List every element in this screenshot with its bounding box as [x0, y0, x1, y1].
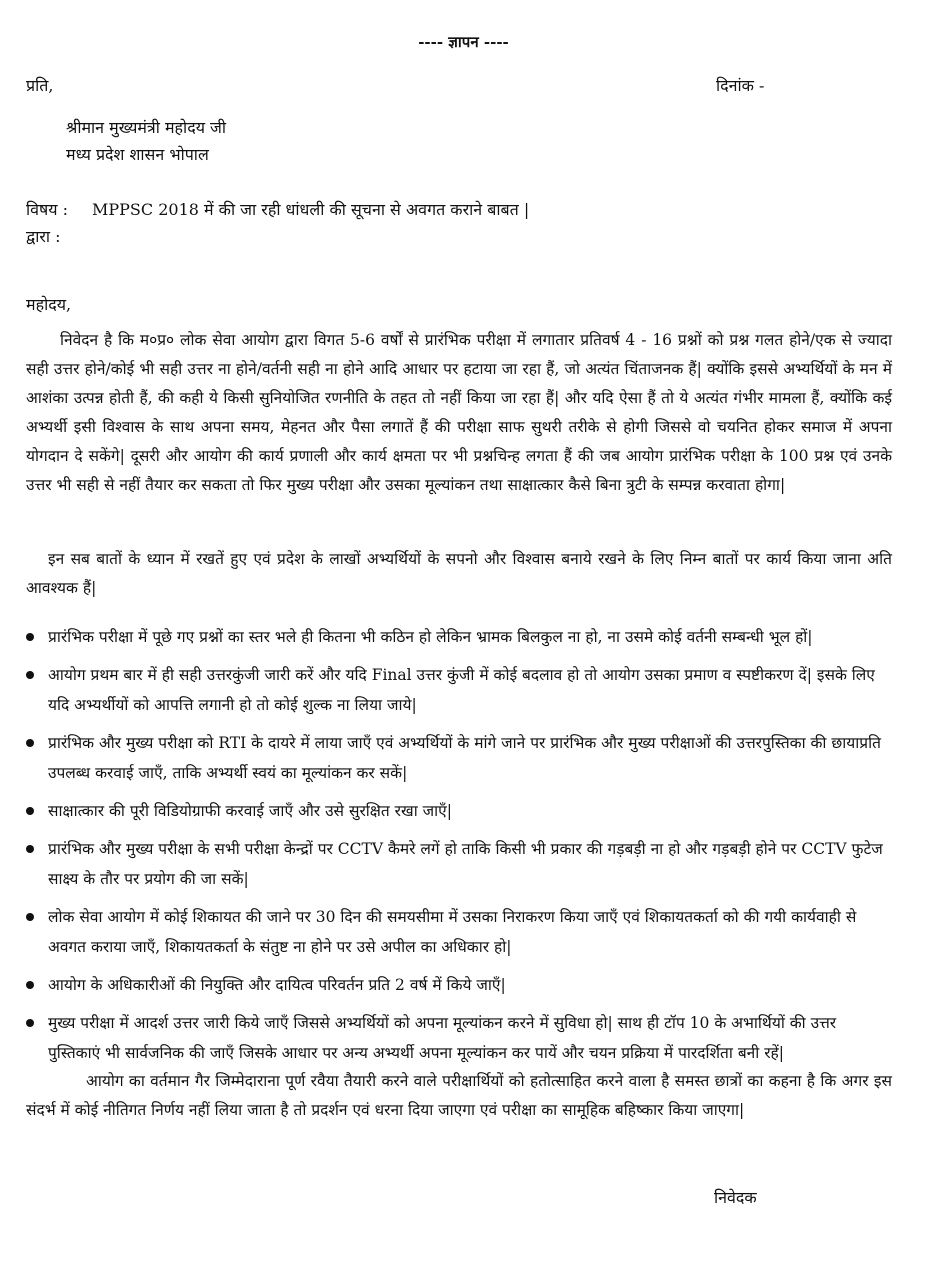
via-label: द्वारा :	[26, 227, 61, 246]
to-label: प्रति,	[26, 76, 54, 95]
date-label: दिनांक -	[716, 76, 765, 95]
body-paragraph-1: निवेदन है कि म०प्र० लोक सेवा आयोग द्वारा विगत 5-6 वर्षों से प्रारंभिक परीक्षा में लगातार प्रतिवर्ष 4 - 16 प्रश्नों को प्रश्न गलत होने/एक से ज्यादा सही उत्तर होने/कोई भी सही उत्तर ना होने/वर्तनी सही ना होने आदि आधार पर हटाया जा रहा हैं, जो अत्यंत चिंताजनक हैं| क्योंकि इससे अभ्यर्थियों के मन में आशंका उत्पन्न होती हैं, की कही ये किसी सुनियोजित रणनीति के तहत तो नहीं किया जा रहा हैं| और यदि ऐसा हैं तो ये अत्यंत गंभीर मामला हैं, क्योंकि कई अभ्यर्थी इसी विश्वास के साथ अपना समय, मेहनत और पैसा लगातें हैं की परीक्षा साफ सुथरी तरीके से होगी जिससे वो चयनित होकर समाज में अपना योगदान दे सकेंगे| दूसरी और आयोग की कार्य प्रणाली और कार्य क्षमता पर भी प्रश्नचिन्ह लगता हैं की जब आयोग प्रारंभिक परीक्षा के 100 प्रश्न एवं उनके उत्तर भी सही से नहीं तैयार कर सकता तो फिर मुख्य परीक्षा और उसका मूल्यांकन तथा साक्षात्कार कैसे बिना त्रुटी के सम्पन्न करवाता होगा|	[26, 331, 892, 494]
document-title: ---- ज्ञापन ----	[418, 33, 509, 51]
list-item: प्रारंभिक परीक्षा में पूछे गए प्रश्नों का स्तर भले ही कितना भी कठिन हो लेकिन भ्रामक बिलकुल ना हो, ना उसमे कोई वर्तनी सम्बन्धी भूल हों|	[26, 622, 892, 652]
subject-text: MPPSC 2018 में की जा रही धांधली की सूचना से अवगत कराने बाबत |	[92, 200, 530, 219]
subject-label: विषय :	[26, 200, 69, 219]
body-paragraph-2: इन सब बातों के ध्यान में रखतें हुए एवं प्रदेश के लाखों अभ्यर्थियों के सपनो और विश्वास बनाये रखने के लिए निम्न बातों पर कार्य किया जाना अति आवश्यक हैं|	[26, 550, 892, 597]
list-item: प्रारंभिक और मुख्य परीक्षा को RTI के दायरे में लाया जाएँ एवं अभ्यर्थियों के मांगे जाने पर प्रारंभिक और मुख्य परीक्षाओं की उत्तरपुस्तिका की छायाप्रति उपलब्ध करवाई जाएँ, ताकि अभ्यर्थी स्वयं का मूल्यांकन कर सकें|	[26, 728, 892, 788]
body-paragraph-3: आयोग का वर्तमान गैर जिम्मेदाराना पूर्ण रवैया तैयारी करने वाले परीक्षार्थियों को हतोत्साहित करने वाला है समस्त छात्रों का कहना है कि अगर इस संदर्भ में कोई नीतिगत निर्णय नहीं लिया जाता है तो प्रदर्शन एवं धरना दिया जाएगा एवं परीक्षा का सामूहिक बहिष्कार किया जाएगा|	[26, 1072, 892, 1119]
addressee-line-2: मध्य प्रदेश शासन भोपाल	[66, 145, 209, 164]
list-item: आयोग के अधिकारीओं की नियुक्ति और दायित्व परिवर्तन प्रति 2 वर्ष में किये जाएँ|	[26, 970, 892, 1000]
addressee-line-1: श्रीमान मुख्यमंत्री महोदय जी	[66, 118, 227, 137]
list-item: साक्षात्कार की पूरी विडियोग्राफी करवाई जाएँ और उसे सुरक्षित रखा जाएँ|	[26, 796, 892, 826]
list-item: मुख्य परीक्षा में आदर्श उत्तर जारी किये जाएँ जिससे अभ्यर्थियों को अपना मूल्यांकन करने में सुविधा हो| साथ ही टॉप 10 के अभार्थियों की उत्तर पुस्तिकाएं भी सार्वजनिक की जाएँ जिसके आधार पर अन्य अभ्यर्थी अपना मूल्यांकन कर पायें और चयन प्रक्रिया में पारदर्शिता बनी रहें|	[26, 1008, 892, 1068]
list-item: लोक सेवा आयोग में कोई शिकायत की जाने पर 30 दिन की समयसीमा में उसका निराकरण किया जाएँ एवं शिकायतकर्ता को की गयी कार्यवाही से अवगत कराया जाएँ, शिकायतकर्ता के संतुष्ट ना होने पर उसे अपील का अधिकार हो|	[26, 902, 892, 962]
signer-label: निवेदक	[714, 1188, 757, 1207]
list-item: प्रारंभिक और मुख्य परीक्षा के सभी परीक्षा केन्द्रों पर CCTV कैमरे लगें हो ताकि किसी भी प्रकार की गड़बड़ी ना हो और गड़बड़ी होने पर CCTV फुटेज साक्ष्य के तौर पर प्रयोग की जा सकें|	[26, 834, 892, 894]
salutation: महोदय,	[26, 295, 72, 314]
list-item: आयोग प्रथम बार में ही सही उत्तरकुंजी जारी करें और यदि Final उत्तर कुंजी में कोई बदलाव हो तो आयोग उसका प्रमाण व स्पष्टीकरण दें| इसके लिए यदि अभ्यर्थीयों को आपत्ति लगानी हो तो कोई शुल्क ना लिया जाये|	[26, 660, 892, 720]
demands-list	[26, 622, 892, 1076]
